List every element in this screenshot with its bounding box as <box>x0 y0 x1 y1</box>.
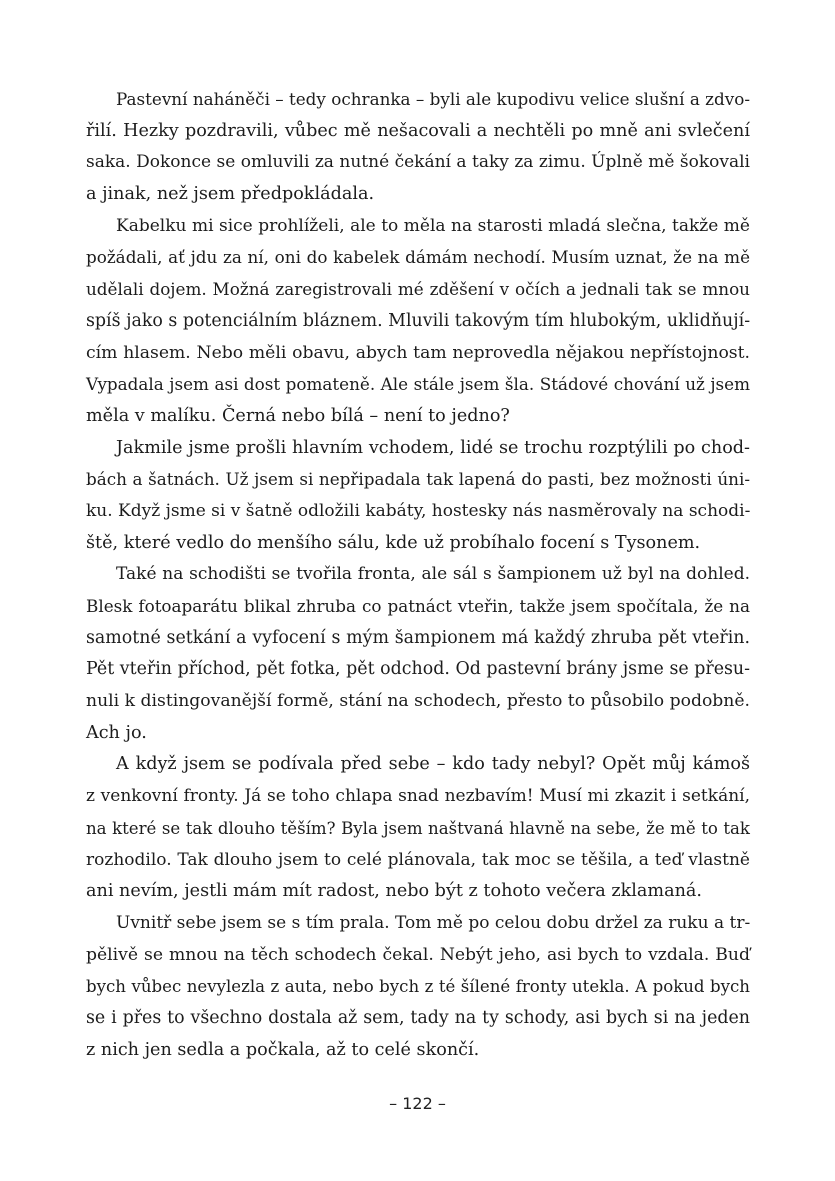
text-line: Jakmile jsme prošli hlavním vchodem, lidé se trochu rozptýlili po chod- <box>116 437 750 458</box>
text-line: a jinak, než jsem předpokládala. <box>86 184 375 205</box>
page-number: – 122 – <box>389 1094 446 1113</box>
paragraph <box>86 84 750 211</box>
text-line: Pastevní naháněči – tedy ochranka – byli ale kupodivu velice slušní a zdvo- <box>116 89 750 109</box>
paragraph <box>86 211 750 433</box>
text-line: A když jsem se podívala před sebe – kdo tady nebyl? Opět můj kámoš <box>116 754 750 775</box>
text-line: bách a šatnách. Už jsem si nepřipadala tak lapená do pasti, bez možnosti úni- <box>86 469 750 490</box>
text-line: saka. Dokonce se omluvili za nutné čekání a taky za zimu. Úplně mě šokovali <box>86 152 750 173</box>
paragraph <box>86 559 750 749</box>
text-line: Ach jo. <box>86 722 147 743</box>
page-body <box>86 84 750 1066</box>
paragraph <box>86 908 750 1066</box>
text-line: cím hlasem. Nebo měli obavu, abych tam neprovedla nějakou nepřístojnost. <box>86 342 750 363</box>
text-line: ani nevím, jestli mám mít radost, nebo být z tohoto večera zklamaná. <box>86 881 702 902</box>
text-line: udělali dojem. Možná zaregistrovali mé zděšení v očích a jednali tak se mnou <box>86 279 750 300</box>
text-line: požádali, ať jdu za ní, oni do kabelek dámám nechodí. Musím uznat, že na mě <box>86 247 750 268</box>
text-line: ště, které vedlo do menšího sálu, kde už probíhalo focení s Tysonem. <box>86 532 701 553</box>
text-line: z venkovní fronty. Já se toho chlapa snad nezbavím! Musí mi zkazit i setkání, <box>86 786 750 807</box>
text-line: ku. Když jsme si v šatně odložili kabáty, hostesky nás nasměrovaly na schodi- <box>86 500 751 521</box>
text-line: nuli k distingovanější formě, stání na schodech, přesto to působilo podobně. <box>86 691 750 712</box>
text-line: se i přes to všechno dostala až sem, tady na ty schody, asi bych si na jeden <box>86 1007 750 1028</box>
text-line: pělivě se mnou na těch schodech čekal. Nebýt jeho, asi bych to vzdala. Buď <box>86 944 750 965</box>
text-line: Vypadala jsem asi dost pomateně. Ale stále jsem šla. Stádové chování už jsem <box>86 374 750 395</box>
text-line: Také na schodišti se tvořila fronta, ale sál s šampionem už byl na dohled. <box>116 564 750 585</box>
text-line: Pět vteřin příchod, pět fotka, pět odchod. Od pastevní brány jsme se přesu- <box>86 659 750 680</box>
text-line: spíš jako s potenciálním bláznem. Mluvili takovým tím hlubokým, uklidňují- <box>86 310 751 331</box>
text-line: Uvnitř sebe jsem se s tím prala. Tom mě po celou dobu držel za ruku a tr- <box>116 912 751 933</box>
paragraph <box>86 749 750 907</box>
text-line: samotné setkání a vyfocení s mým šampionem má každý zhruba pět vteřin. <box>86 627 750 648</box>
text-line: rozhodilo. Tak dlouho jsem to celé plánovala, tak moc se těšila, a teď vlastně <box>86 849 750 870</box>
text-line: bych vůbec nevylezla z auta, nebo bych z té šílené fronty utekla. A pokud bych <box>86 977 750 997</box>
text-line: měla v malíku. Černá nebo bílá – není to jedno? <box>86 405 510 426</box>
text-line: řilí. Hezky pozdravili, vůbec mě nešacovali a nechtěli po mně ani svlečení <box>86 120 750 141</box>
text-line: z nich jen sedla a počkala, až to celé skončí. <box>86 1039 480 1060</box>
text-line: Blesk fotoaparátu blikal zhruba co patnáct vteřin, takže jsem spočítala, že na <box>86 596 750 616</box>
paragraph <box>86 433 750 560</box>
text-line: Kabelku mi sice prohlíželi, ale to měla na starosti mladá slečna, takže mě <box>116 215 750 236</box>
text-line: na které se tak dlouho těším? Byla jsem naštvaná hlavně na sebe, že mě to tak <box>86 818 750 838</box>
